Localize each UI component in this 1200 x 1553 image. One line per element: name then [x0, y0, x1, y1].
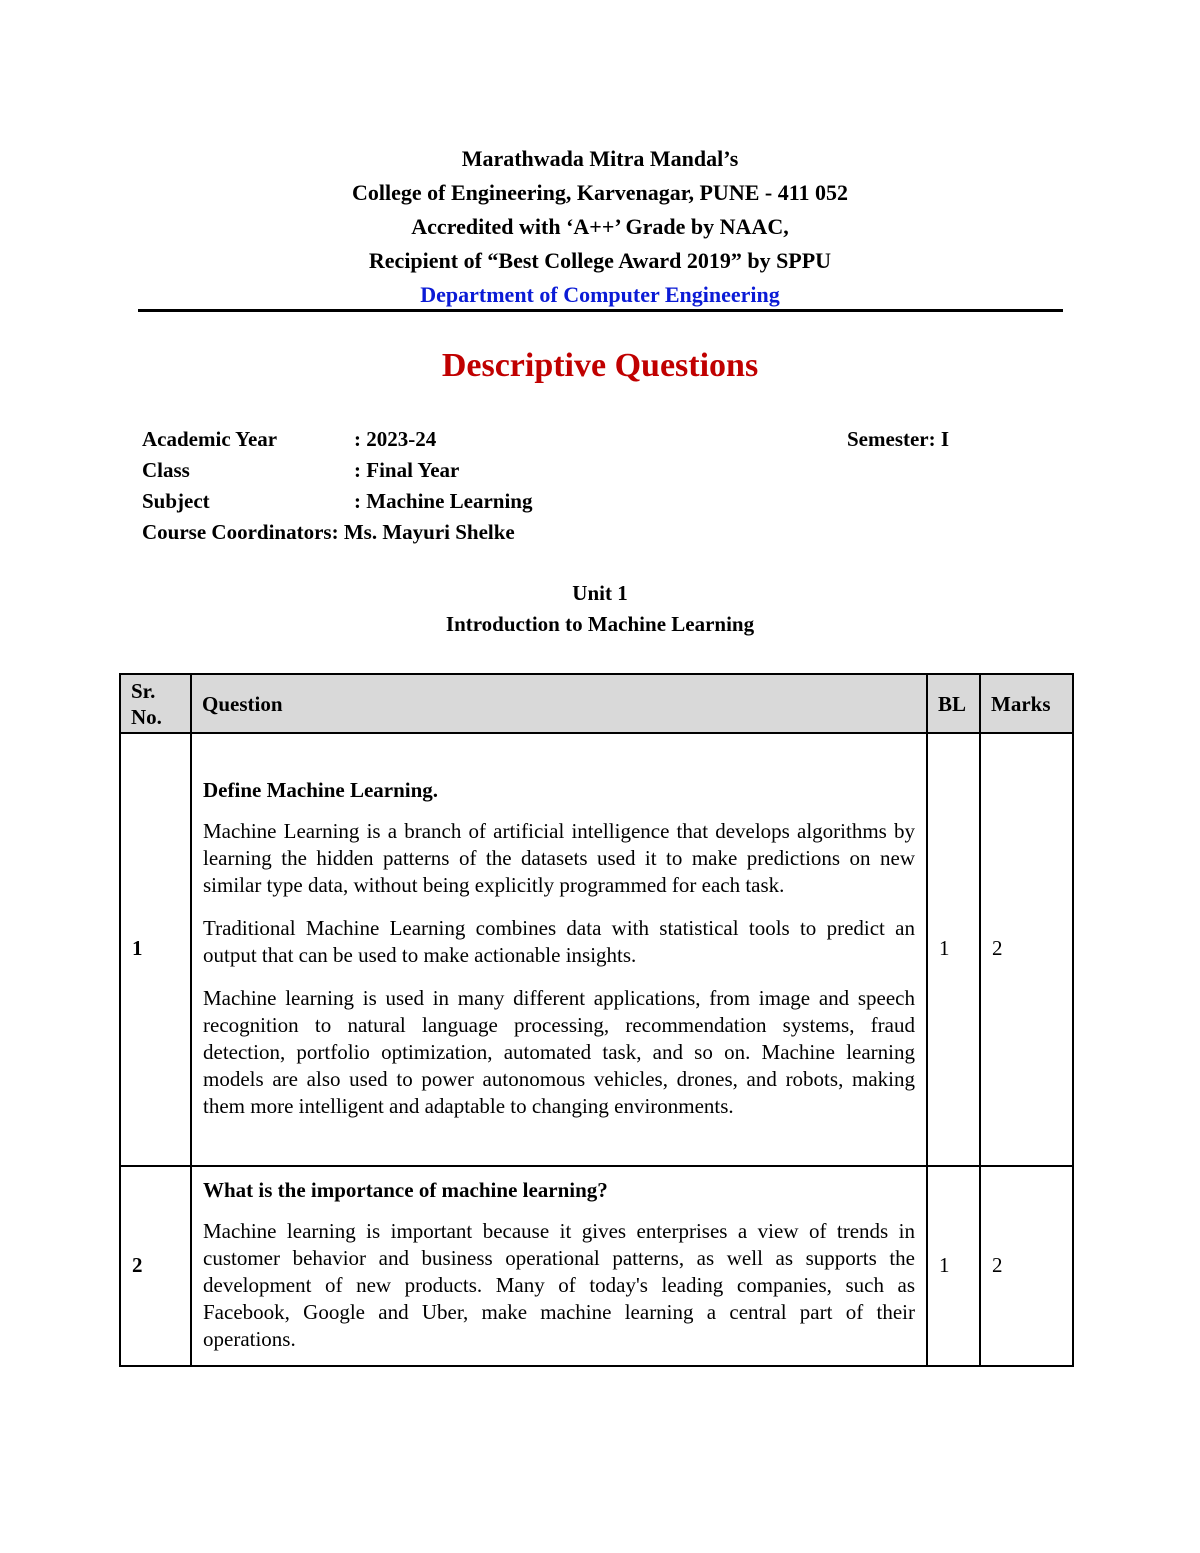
row-sr-no: 2: [120, 1166, 191, 1366]
question-title: Define Machine Learning.: [203, 778, 439, 802]
answer-paragraph: Machine learning is important because it gives enterprises a view of trends in customer behavior and business operational patterns, as well as supports the development of new products. Many of today's leading companies, such as Facebook, Google and Uber, make machine learning a central part of their operations.: [203, 1219, 915, 1351]
header-sr-line1: Sr.: [131, 678, 156, 703]
row-marks: 2: [980, 733, 1073, 1166]
institution-name: Marathwada Mitra Mandal’s: [461, 146, 739, 171]
table-row: [120, 733, 1073, 1166]
accreditation-line: Accredited with ‘A++’ Grade by NAAC,: [411, 214, 789, 239]
header-divider: [138, 309, 1063, 312]
subject-value: : Machine Learning: [354, 489, 533, 513]
answer-paragraph: Machine Learning is a branch of artificial intelligence that develops algorithms by learning the hidden patterns of the datasets used it to make predictions on new similar type data, without being explicitly programmed for each task.: [203, 819, 915, 897]
college-name: College of Engineering, Karvenagar, PUNE - 411 052: [352, 180, 848, 205]
meta-subject-row: [142, 486, 1002, 517]
unit-heading: [0, 578, 1200, 640]
table-row: [120, 1166, 1073, 1366]
academic-year-label: Academic Year: [142, 427, 278, 451]
questions-table: [119, 673, 1074, 1367]
coordinators-value: Ms. Mayuri Shelke: [343, 520, 515, 544]
meta-coordinators-row: [142, 517, 1002, 548]
class-value: : Final Year: [354, 458, 460, 482]
answer-paragraph: Traditional Machine Learning combines data with statistical tools to predict an output that can be used to make actionable insights.: [203, 916, 915, 967]
unit-name: Introduction to Machine Learning: [445, 612, 755, 636]
academic-year-value: : 2023-24: [354, 427, 437, 451]
coordinators-label: Course Coordinators:: [142, 520, 339, 544]
row-question-cell: [191, 1166, 927, 1366]
row-sr-no: 1: [120, 733, 191, 1166]
header-question: Question: [191, 674, 927, 733]
department-name: Department of Computer Engineering: [420, 282, 780, 307]
row-marks: 2: [980, 1166, 1073, 1366]
class-label: Class: [142, 458, 190, 482]
header-sr-no: [120, 674, 191, 733]
page-title: Descriptive Questions: [441, 347, 759, 384]
question-title: What is the importance of machine learning?: [203, 1178, 608, 1202]
table-header-row: [120, 674, 1073, 733]
document-header: [0, 142, 1200, 312]
row-bl: 1: [927, 733, 980, 1166]
unit-number: Unit 1: [572, 581, 628, 605]
award-line: Recipient of “Best College Award 2019” by SPPU: [368, 248, 832, 273]
meta-academic-year-row: [142, 424, 1002, 455]
row-bl: 1: [927, 1166, 980, 1366]
header-sr-line2: No.: [131, 704, 162, 729]
row-question-cell: [191, 733, 927, 1166]
header-marks: Marks: [980, 674, 1073, 733]
answer-paragraph: Machine learning is used in many different applications, from image and speech recognition to natural language processing, recommendation systems, fraud detection, portfolio optimization, automated task, and so on. Machine learning models are also used to power autonomous vehicles, drones, and robots, making them more intelligent and adaptable to changing environments.: [203, 986, 915, 1118]
subject-label: Subject: [142, 489, 210, 513]
course-meta: [142, 424, 1002, 548]
header-bl: BL: [927, 674, 980, 733]
semester-value: Semester: I: [847, 427, 950, 451]
meta-class-row: [142, 455, 1002, 486]
